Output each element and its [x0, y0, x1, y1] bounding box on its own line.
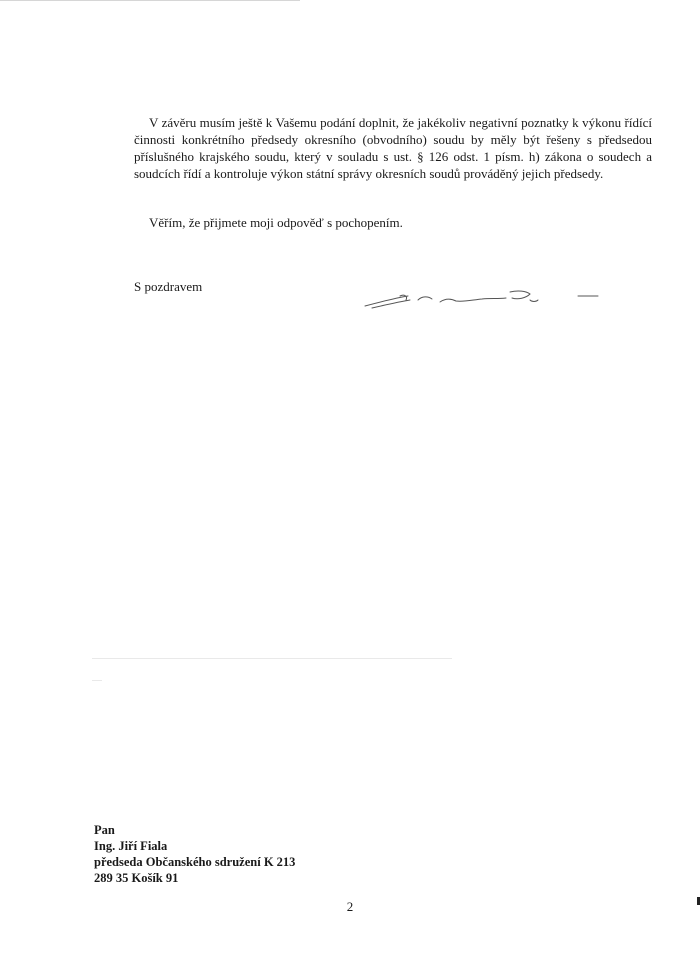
scan-artifact-dot [92, 680, 102, 681]
body-paragraph-2: Věřím, že přijmete moji odpověď s pochopením. [149, 215, 403, 230]
scan-artifact-line [92, 658, 452, 659]
address-line: Pan [94, 823, 115, 837]
address-line: předseda Občanského sdružení K 213 [94, 855, 296, 869]
page-number: 2 [346, 899, 354, 914]
address-line: 289 35 Košík 91 [94, 871, 179, 885]
address-line: Ing. Jiří Fiala [94, 839, 168, 853]
scan-edge-line [0, 0, 300, 1]
recipient-address [94, 822, 295, 886]
closing-greeting: S pozdravem [134, 279, 203, 294]
body-paragraph-1: V závěru musím ještě k Vašemu podání doplnit, že jakékoliv negativní poznatky k výkonu řídící činnosti konkrétního předsedy okresního (obvodního) soudu by měly být řešeny s předsedou příslušného krajského soudu, který v souladu s ust. § 126 odst. 1 písm. h) zákona o soudech a soudcích řídí a kontroluje výkon státní správy okresních soudů prováděný jejich předsedy. [134, 115, 652, 181]
handwritten-signature [360, 278, 610, 318]
